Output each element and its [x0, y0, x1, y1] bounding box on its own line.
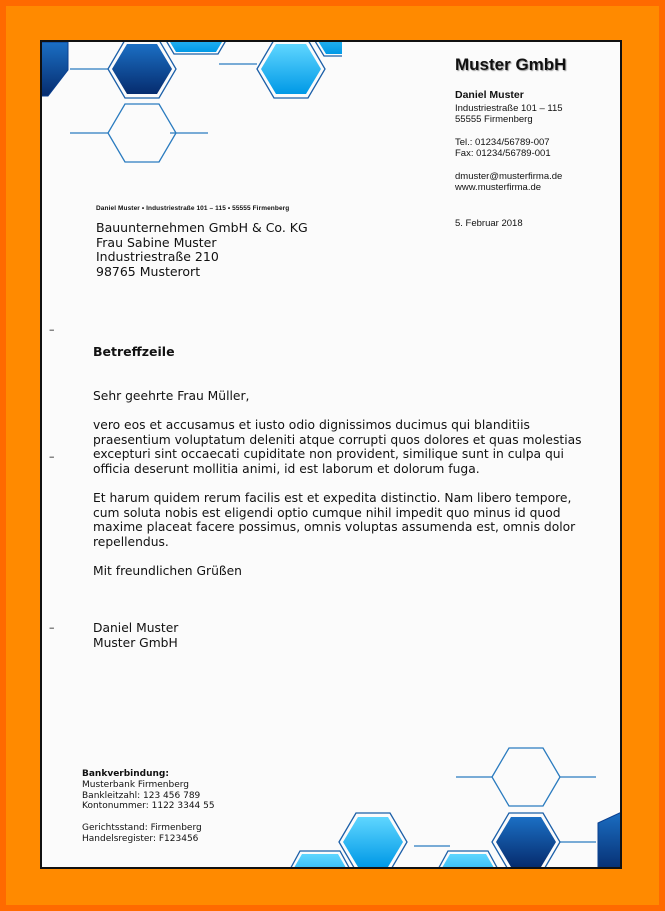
- sender-street: Industriestraße 101 – 115: [455, 102, 563, 114]
- letter-body: [93, 389, 593, 579]
- body-paragraph-2: Et harum quidem rerum facilis est et expedita distinctio. Nam libero tempore, cum soluta nobis est eligendi optio cumque nihil impedit quo minus id quod maxime placeat facere possimus, omnis voluptas assumenda est, omnis dolor repellendus.: [93, 491, 576, 549]
- fold-mark-3: –: [49, 621, 55, 634]
- bank-heading: Bankverbindung:: [82, 769, 169, 779]
- closing: Mit freundlichen Grüßen: [93, 564, 242, 579]
- recipient-line-2: Frau Sabine Muster: [96, 234, 217, 250]
- sender-email: dmuster@musterfirma.de: [455, 170, 563, 182]
- commercial-register: Handelsregister: F123456: [82, 833, 199, 844]
- letter-page: [40, 40, 622, 869]
- letter-date: 5. Februar 2018: [455, 218, 523, 229]
- sender-phone: Tel.: 01234/56789-007: [455, 136, 550, 148]
- fold-mark-2: –: [49, 450, 55, 463]
- subject-line: Betreffzeile: [93, 344, 175, 359]
- recipient-line-1: Bauunternehmen GmbH & Co. KG: [96, 220, 308, 235]
- body-paragraph-1: vero eos et accusamus et iusto odio dignissimos ducimus qui blanditiis praesentium voluptatum deleniti atque corrupti quos dolores et quas molestias excepturi sint occaecati cupiditate non provident, similique sunt in culpa qui officia deserunt mollitia animi, id est laborum et dolorum fuga.: [93, 418, 582, 476]
- sender-city: 55555 Firmenberg: [455, 114, 533, 125]
- bank-name: Musterbank Firmenberg: [82, 779, 190, 790]
- recipient-line-4: 98765 Musterort: [96, 263, 201, 279]
- sender-name: Daniel Muster: [455, 89, 524, 101]
- account-number: Kontonummer: 1122 3344 55: [82, 801, 215, 812]
- fold-mark-1: –: [49, 323, 55, 336]
- signature-block: [93, 621, 178, 650]
- footer-bank-info: [82, 769, 215, 845]
- bank-code: Bankleitzahl: 123 456 789: [82, 790, 201, 801]
- hexagon-decoration-top: [42, 42, 342, 182]
- hexagon-decoration-bottom: [284, 741, 622, 869]
- recipient-line-3: Industriestraße 210: [96, 249, 219, 264]
- return-address-line: Daniel Muster • Industriestraße 101 – 115 • 55555 Firmenberg: [96, 205, 290, 212]
- sender-contact-block: [455, 90, 563, 194]
- sender-fax: Fax: 01234/56789-001: [455, 148, 551, 159]
- court-jurisdiction: Gerichtsstand: Firmenberg: [82, 822, 202, 833]
- recipient-address: [96, 221, 308, 279]
- salutation: Sehr geehrte Frau Müller,: [93, 389, 250, 403]
- sender-web: www.musterfirma.de: [455, 182, 542, 193]
- company-name: Muster GmbH: [455, 55, 567, 74]
- signature-name: Daniel Muster: [93, 621, 179, 635]
- signature-company: Muster GmbH: [93, 635, 178, 650]
